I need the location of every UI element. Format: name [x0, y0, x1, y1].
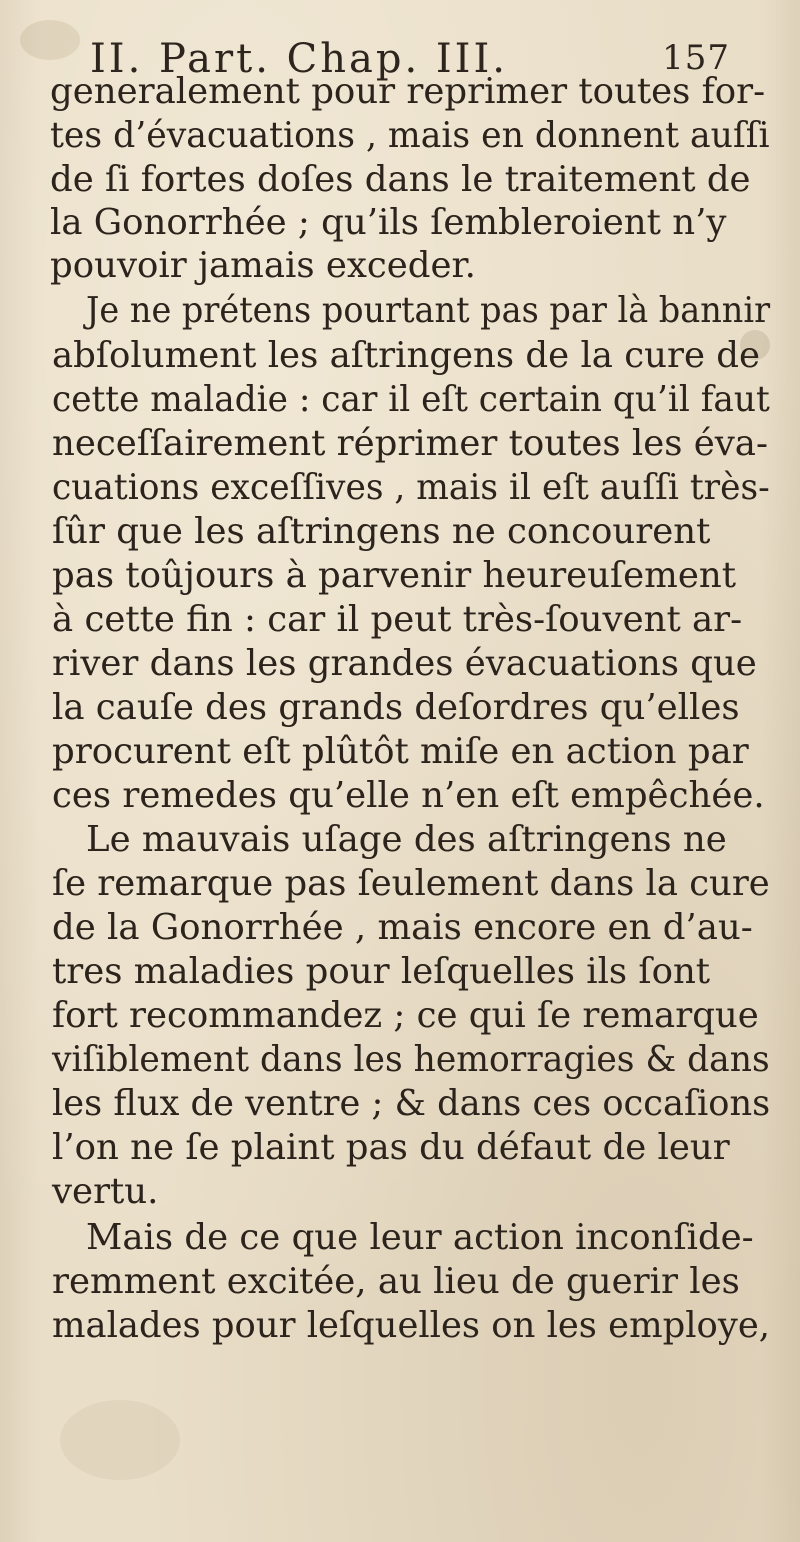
text-line: tres maladies pour leſquelles ils ſont [52, 951, 711, 992]
text-line: à cette fin : car il peut très-ſouvent ar- [52, 599, 743, 640]
text-line: pouvoir jamais exceder. [50, 245, 476, 286]
text-line: la Gonorrhée ; qu’ils ſembleroient n’y [50, 202, 727, 243]
text-line: abſolument les aſtringens de la cure de [52, 335, 760, 376]
text-line: la cauſe des grands deſordres qu’elles [52, 687, 740, 728]
text-line: river dans les grandes évacuations que [52, 643, 757, 684]
text-line: procurent eſt plûtôt miſe en action par [52, 731, 749, 772]
text-line: cuations exceſſives , mais il eſt auſſi très- [52, 467, 770, 508]
text-line: viſiblement dans les hemorragies & dans [52, 1039, 770, 1080]
page-number: 157 [662, 38, 730, 78]
text-line: ces remedes qu’elle n’en eſt empêchée. [52, 775, 765, 816]
text-line: Le mauvais uſage des aſtringens ne [86, 819, 727, 860]
text-line: l’on ne ſe plaint pas du défaut de leur [52, 1127, 730, 1168]
text-line: malades pour leſquelles on les employe, [52, 1305, 770, 1346]
paper-stain [20, 20, 80, 60]
text-line: de la Gonorrhée , mais encore en d’au- [52, 907, 753, 948]
text-line: remment excitée, au lieu de guerir les [52, 1261, 740, 1302]
text-line: generalement pour reprimer toutes for- [50, 71, 766, 112]
text-line: tes d’évacuations , mais en donnent auſſi [50, 115, 770, 156]
text-line: Je ne prétens pourtant pas par là bannir [86, 290, 771, 331]
text-line: Mais de ce que leur action inconſide- [86, 1217, 754, 1258]
text-line: neceſſairement réprimer toutes les éva- [52, 423, 768, 464]
text-line: les flux de ventre ; & dans ces occaſions [52, 1083, 771, 1124]
text-line: ſe remarque pas ſeulement dans la cure [52, 863, 770, 904]
text-line: vertu. [52, 1171, 159, 1212]
text-line: de ſi fortes doſes dans le traitement de [50, 159, 751, 200]
text-line: pas toûjours à parvenir heureuſement [52, 555, 736, 596]
text-line: fort recommandez ; ce qui ſe remarque [52, 995, 759, 1036]
text-line: ſûr que les aſtringens ne concourent [52, 511, 711, 552]
paper-stain [60, 1400, 180, 1480]
running-title: II. Part. Chap. III. [90, 36, 508, 82]
text-line: cette maladie : car il eſt certain qu’il faut [52, 379, 770, 420]
